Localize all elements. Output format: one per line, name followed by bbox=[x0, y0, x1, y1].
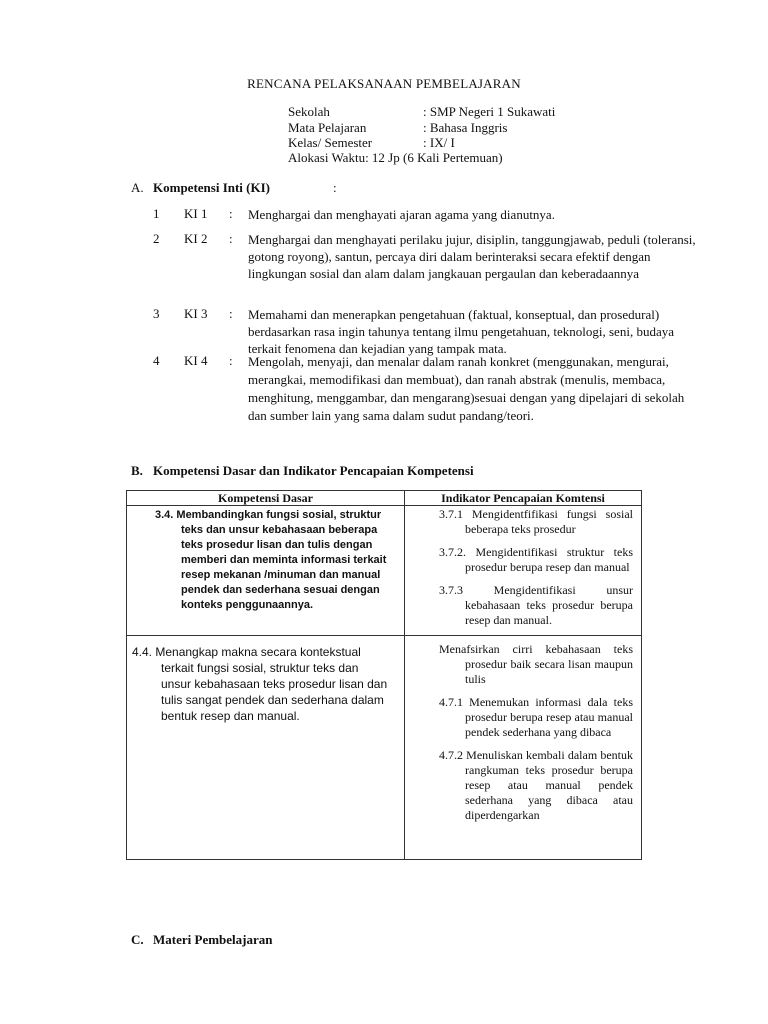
ki-colon: : bbox=[229, 353, 233, 368]
info-value: : IX/ I bbox=[423, 135, 455, 150]
ki-colon: : bbox=[229, 306, 233, 321]
kd-text: 4.4. Menangkap makna secara kontekstual terkait fungsi sosial, struktur teks dan unsur kebahasaan teks prosedur lisan dan tulis sangat pendek dan sederhana dalam bentuk resep dan manual. bbox=[132, 645, 388, 723]
indicator-item: 4.7.2 Menuliskan kembali dalam bentuk rangkuman teks prosedur berupa resep atau manual pendek sederhana yang dibaca atau diperdengarkan bbox=[439, 748, 633, 822]
section-title: Kompetensi Inti (KI) bbox=[153, 180, 270, 195]
ki-colon: : bbox=[229, 231, 233, 246]
table-cell-kd bbox=[127, 506, 405, 636]
ki-code: KI 3 bbox=[184, 306, 208, 321]
competency-table bbox=[126, 490, 642, 860]
info-label: Sekolah bbox=[288, 104, 330, 119]
indicator-item: 4.7.1 Menemukan informasi dala teks prosedur berupa resep atau manual pendek sederhana yang dibaca bbox=[439, 695, 633, 739]
indicator-item: 3.7.2. Mengidentifikasi struktur teks prosedur berupa resep dan manual bbox=[439, 545, 633, 574]
indicator-item: Menafsirkan cirri kebahasaan teks prosedur baik secara lisan maupun tulis bbox=[439, 642, 633, 686]
table-row bbox=[127, 636, 642, 860]
indicator-item: 3.7.3 Mengidentifikasi unsur kebahasaan teks prosedur berupa resep dan manual. bbox=[439, 583, 633, 627]
info-value: : SMP Negeri 1 Sukawati bbox=[423, 104, 556, 119]
table-cell-indicators bbox=[405, 636, 642, 860]
ki-code: KI 1 bbox=[184, 206, 208, 221]
ki-number: 3 bbox=[153, 306, 160, 321]
table-cell-indicators bbox=[405, 506, 642, 636]
ki-code: KI 4 bbox=[184, 353, 208, 368]
info-label: Kelas/ Semester bbox=[288, 135, 373, 150]
section-letter: C. bbox=[131, 932, 144, 947]
info-label: Mata Pelajaran bbox=[288, 120, 367, 135]
section-title: Materi Pembelajaran bbox=[153, 932, 273, 947]
ki-text: Memahami dan menerapkan pengetahuan (faktual, konseptual, dan prosedural) berdasarkan rasa ingin tahunya tentang ilmu pengetahuan, teknologi, seni, budaya terkait fenomena dan kejadian yang tampak mata. bbox=[248, 307, 674, 356]
indicator-item: 3.7.1 Mengidentfifikasi fungsi sosial beberapa teks prosedur bbox=[439, 507, 633, 536]
section-colon: : bbox=[333, 180, 337, 195]
info-value: : Bahasa Inggris bbox=[423, 120, 508, 135]
kd-text: 3.4. Membandingkan fungsi sosial, struktur teks dan unsur kebahasaan beberapa teks prosedur lisan dan tulis dengan memberi dan meminta informasi terkait resep mekanan /minuman dan manual pendek dan sederhana sesuai dengan konteks penggunaannya. bbox=[155, 509, 387, 611]
ki-text: Mengolah, menyaji, dan menalar dalam ranah konkret (menggunakan, mengurai, merangkai, memodifikasi dan membuat), dan ranah abstrak (menulis, membaca, menghitung, menggambar, dan mengarang)sesuai dengan yang dipelajari di sekolah dan sumber lain yang sama dalam sudut pandang/teori. bbox=[248, 354, 685, 423]
section-letter: A. bbox=[131, 180, 144, 195]
document-title: RENCANA PELAKSANAAN PEMBELAJARAN bbox=[247, 76, 521, 91]
table-cell-kd bbox=[127, 636, 405, 860]
table-row bbox=[127, 506, 642, 636]
ki-colon: : bbox=[229, 206, 233, 221]
table-header-kd: Kompetensi Dasar bbox=[127, 491, 405, 506]
table-header-row bbox=[127, 491, 642, 506]
ki-code: KI 2 bbox=[184, 231, 208, 246]
ki-number: 1 bbox=[153, 206, 160, 221]
section-title: Kompetensi Dasar dan Indikator Pencapaian Kompetensi bbox=[153, 463, 474, 478]
ki-number: 4 bbox=[153, 353, 160, 368]
ki-text: Menghargai dan menghayati ajaran agama yang dianutnya. bbox=[248, 207, 555, 222]
section-letter: B. bbox=[131, 463, 143, 478]
ki-number: 2 bbox=[153, 231, 160, 246]
info-label: Alokasi Waktu: 12 Jp (6 Kali Pertemuan) bbox=[288, 150, 503, 165]
table-header-indicator: Indikator Pencapaian Komtensi bbox=[405, 491, 642, 506]
ki-text: Menghargai dan menghayati perilaku jujur, disiplin, tanggungjawab, peduli (toleransi, gotong royong), santun, percaya diri dalam berinteraksi secara efektif dengan lingkungan sosial dan alam dalam jangkauan pergaulan dan keberadaannya bbox=[248, 232, 696, 281]
